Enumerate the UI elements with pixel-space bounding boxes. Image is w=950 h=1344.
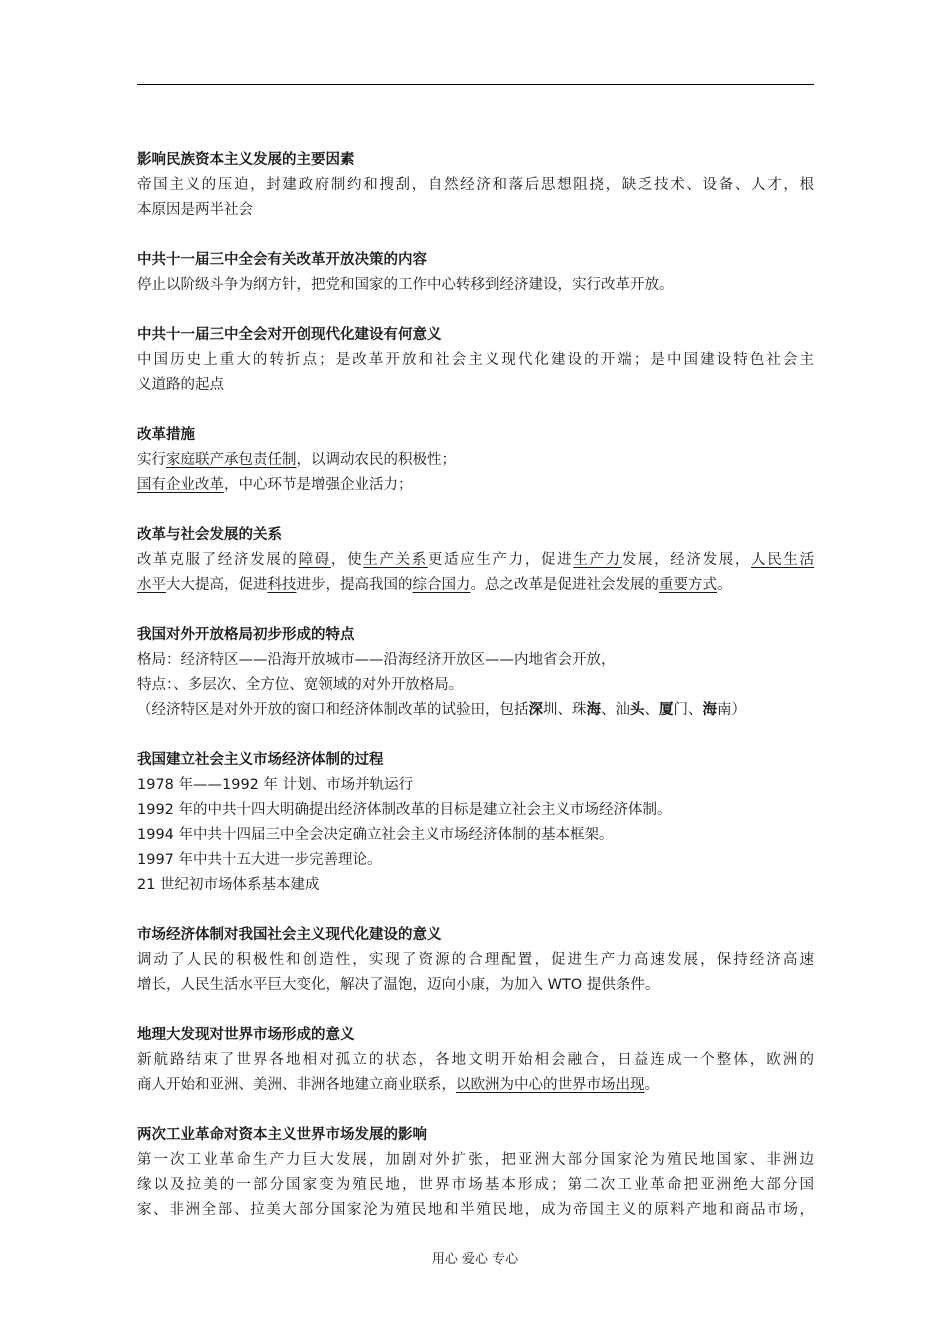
underlined-term: 以欧洲为中心的世界市场出现 xyxy=(456,1077,645,1093)
section-heading: 改革措施 xyxy=(137,427,195,443)
section-heading: 影响民族资本主义发展的主要因素 xyxy=(137,152,355,168)
text-run: 南） xyxy=(717,702,746,718)
underlined-term: 综合国力 xyxy=(412,577,471,593)
bold-char: 海 xyxy=(586,702,601,718)
section xyxy=(137,623,814,723)
section-heading: 地理大发现对世界市场形成的意义 xyxy=(137,1027,355,1043)
section xyxy=(137,923,814,998)
text-run: 1997 年中共十五大进一步完善理论。 xyxy=(137,852,382,868)
section-heading: 两次工业革命对资本主义世界市场发展的影响 xyxy=(137,1127,427,1143)
section-heading: 中共十一届三中全会对开创现代化建设有何意义 xyxy=(137,327,442,343)
text-run: 停止以阶级斗争为纲方针，把党和国家的工作中心转移到经济建设，实行改革开放。 xyxy=(137,277,674,293)
text-line xyxy=(137,548,814,573)
text-run: 家、非洲全部、拉美大部分国家沦为殖民地和半殖民地，成为帝国主义的原料产地和商品市场， xyxy=(137,1202,814,1218)
text-run: 进步，提高我国的 xyxy=(296,577,413,593)
page-footer: 用心 爱心 专心 xyxy=(431,1252,519,1267)
text-line xyxy=(137,848,814,873)
underlined-term: 生产关系 xyxy=(363,552,428,568)
text-line xyxy=(137,948,814,973)
bold-char: 深 xyxy=(528,702,543,718)
underlined-term: 科技 xyxy=(267,577,297,593)
text-line xyxy=(137,1173,814,1198)
text-line xyxy=(137,673,814,698)
text-line xyxy=(137,773,814,798)
text-line xyxy=(137,198,814,223)
underlined-term: 家庭联产承包责任制 xyxy=(166,452,297,468)
text-run: 1992 年的中共十四大明确提出经济体制改革的目标是建立社会主义市场经济体制。 xyxy=(137,802,672,818)
text-line xyxy=(137,573,814,598)
header-rule xyxy=(137,84,814,85)
underlined-term: 障碍 xyxy=(298,552,331,568)
text-run: 帝国主义的压迫，封建政府制约和搜刮，自然经济和落后思想阻挠，缺乏技术、设备、人才，根 xyxy=(137,177,814,193)
underlined-term: 生产力 xyxy=(573,552,622,568)
section xyxy=(137,423,814,498)
section xyxy=(137,523,814,598)
text-line xyxy=(137,273,814,298)
bold-char: 厦 xyxy=(659,702,674,718)
text-run: 1978 年——1992 年 计划、市场并轨运行 xyxy=(137,777,414,793)
text-line xyxy=(137,698,814,723)
text-run: 调动了人民的积极性和创造性，实现了资源的合理配置，促进生产力高速发展，保持经济高速 xyxy=(137,952,814,968)
section-heading: 我国建立社会主义市场经济体制的过程 xyxy=(137,752,384,768)
text-line xyxy=(137,973,814,998)
text-line xyxy=(137,873,814,898)
text-line xyxy=(137,1073,814,1098)
text-run: 第一次工业革命生产力巨大发展，加剧对外扩张，把亚洲大部分国家沦为殖民地国家、非洲边 xyxy=(137,1152,814,1168)
text-run: 实行 xyxy=(137,452,166,468)
section-heading: 改革与社会发展的关系 xyxy=(137,527,282,543)
text-line xyxy=(137,348,814,373)
bold-char: 海 xyxy=(702,702,717,718)
text-line xyxy=(137,823,814,848)
text-run: 圳、珠 xyxy=(543,702,587,718)
underlined-term: 水平 xyxy=(137,577,166,593)
text-run: 缘以及拉美的一部分国家变为殖民地，世界市场基本形成；第二次工业革命把亚洲绝大部分国 xyxy=(137,1177,814,1193)
text-run: 商人开始和亚洲、美洲、非洲各地建立商业联系， xyxy=(137,1077,456,1093)
text-run: 大大提高，促进 xyxy=(166,577,268,593)
text-run: 。 xyxy=(644,1077,659,1093)
text-run: 格局：经济特区——沿海开放城市——沿海经济开放区——内地省会开放， xyxy=(137,652,616,668)
text-run: 门、 xyxy=(673,702,703,718)
text-run: 21 世纪初市场体系基本建成 xyxy=(137,877,320,893)
text-run: 1994 年中共十四届三中全会决定确立社会主义市场经济体制的基本框架。 xyxy=(137,827,614,843)
text-run: （经济特区是对外开放的窗口和经济体制改革的试验田，包括 xyxy=(137,702,529,718)
section-heading: 我国对外开放格局初步形成的特点 xyxy=(137,627,355,643)
text-line xyxy=(137,798,814,823)
text-line xyxy=(137,1198,814,1223)
document-body xyxy=(137,148,814,1248)
text-line xyxy=(137,373,814,398)
text-line xyxy=(137,173,814,198)
text-run: 、汕 xyxy=(601,702,630,718)
text-run: 新航路结束了世界各地相对孤立的状态，各地文明开始相会融合，日益连成一个整体，欧洲的 xyxy=(137,1052,814,1068)
bold-char: 头 xyxy=(630,702,645,718)
text-run: 、 xyxy=(644,702,659,718)
text-line xyxy=(137,1148,814,1173)
underlined-term: 重要方式 xyxy=(659,577,717,593)
underlined-term: 人民生活 xyxy=(751,552,815,568)
section xyxy=(137,248,814,298)
section xyxy=(137,148,814,223)
underlined-term: 国有企业改革 xyxy=(137,477,224,493)
section xyxy=(137,748,814,898)
text-run: 中国历史上重大的转折点；是改革开放和社会主义现代化建设的开端；是中国建设特色社会主 xyxy=(137,352,814,368)
text-run: 增长，人民生活水平巨大变化，解决了温饱，迈向小康，为加入 WTO 提供条件。 xyxy=(137,977,660,993)
section xyxy=(137,1123,814,1223)
section xyxy=(137,1023,814,1098)
text-run: 。 xyxy=(717,577,732,593)
text-line xyxy=(137,648,814,673)
text-run: ，以调动农民的积极性； xyxy=(296,452,456,468)
section-heading: 中共十一届三中全会有关改革开放决策的内容 xyxy=(137,252,427,268)
text-run: 特点：、多层次、全方位、宽领域的对外开放格局。 xyxy=(137,677,464,693)
text-run: 本原因是两半社会 xyxy=(137,202,253,218)
section-heading: 市场经济体制对我国社会主义现代化建设的意义 xyxy=(137,927,442,943)
text-run: 发展，经济发展， xyxy=(621,552,752,568)
text-line xyxy=(137,473,814,498)
text-line xyxy=(137,1048,814,1073)
text-run: 义道路的起点 xyxy=(137,377,224,393)
section xyxy=(137,323,814,398)
text-run: 改革克服了经济发展的 xyxy=(137,552,299,568)
text-run: 。总之改革是促进社会发展的 xyxy=(470,577,659,593)
text-run: ，使 xyxy=(330,552,364,568)
text-run: ，中心环节是增强企业活力； xyxy=(224,477,413,493)
text-line xyxy=(137,448,814,473)
text-run: 更适应生产力，促进 xyxy=(427,552,574,568)
